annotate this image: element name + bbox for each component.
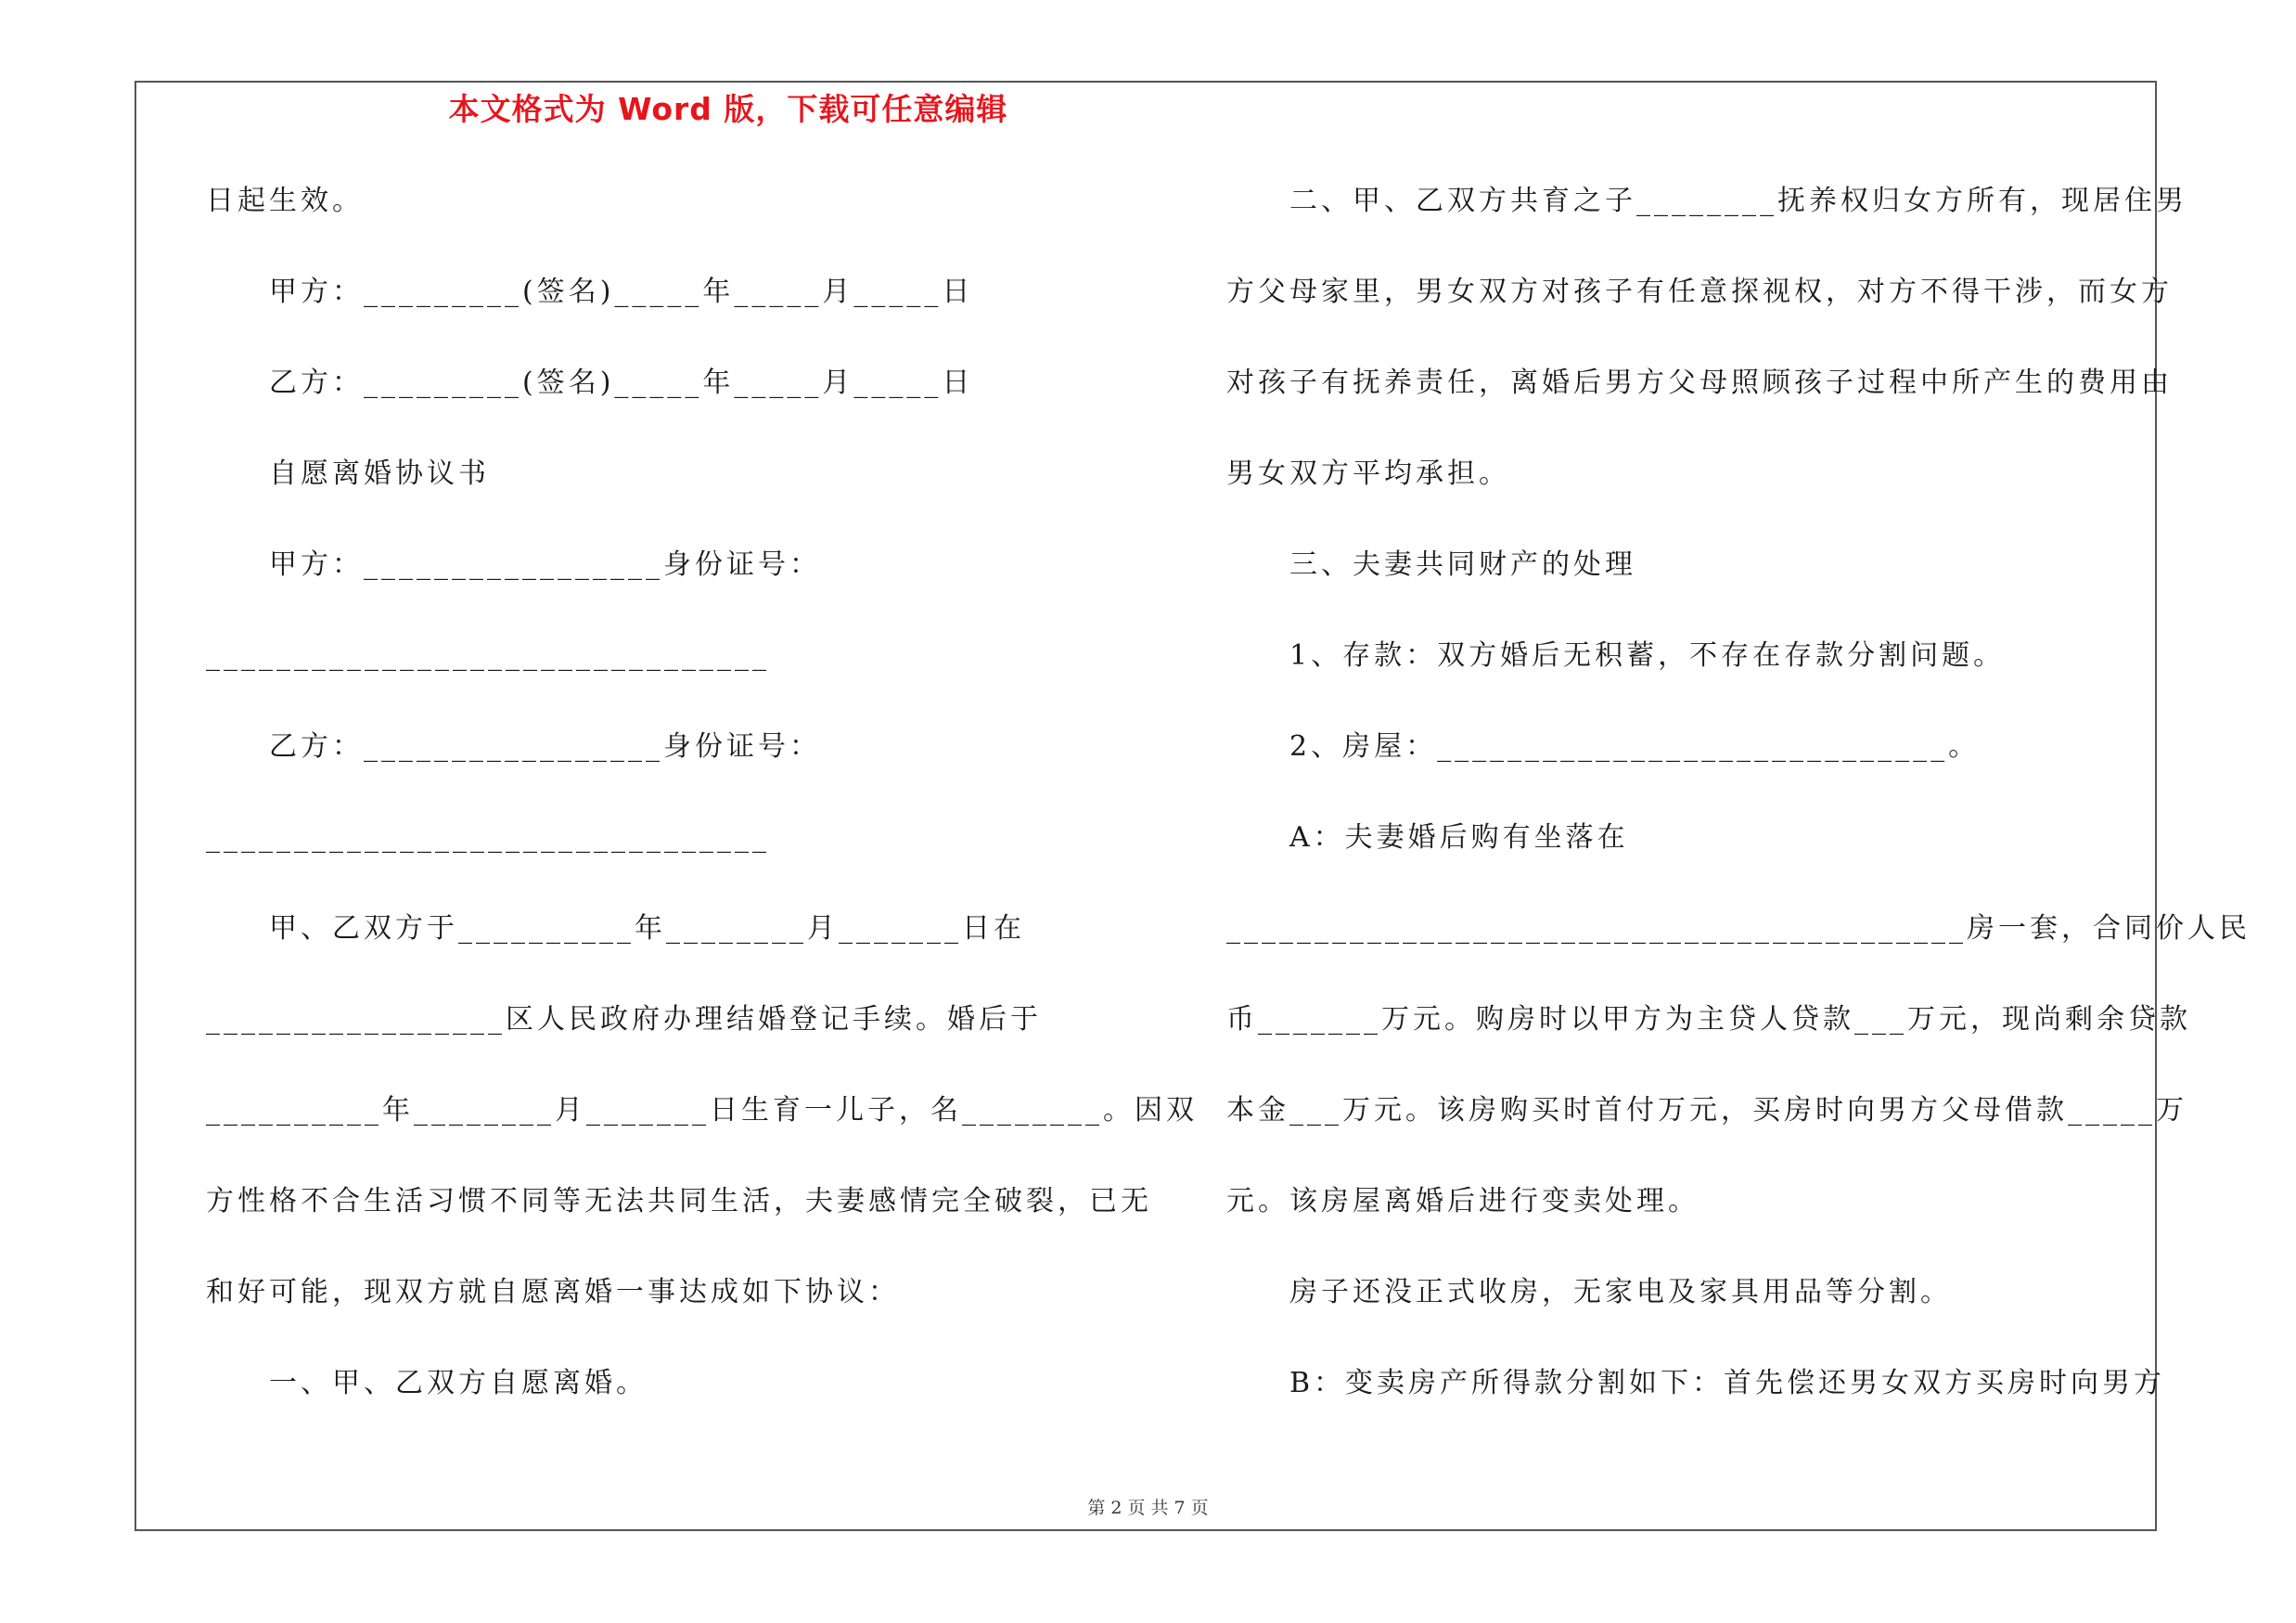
house-a-line-5: 元。该房屋离婚后进行变卖处理。: [1226, 1185, 1700, 1217]
clause-two-line-3: 对孩子有抚养责任，离婚后男方父母照顾孩子过程中所产生的费用由: [1226, 367, 2173, 399]
house-a-line-4: 本金___万元。该房购买时首付万元，买房时向男方父母借款_____万: [1226, 1094, 2187, 1127]
page-number-footer: [0, 1494, 2296, 1519]
party-a-id-line: 甲方：_________________身份证号：: [269, 548, 821, 581]
marriage-registration-line: _________________区人民政府办理结婚登记手续。婚后于: [206, 1003, 1042, 1036]
footer-prefix: 第: [1087, 1498, 1106, 1518]
child-birth-line: __________年________月_______日生育一儿子，名________。因双: [206, 1094, 1198, 1127]
house-a-line-1: A：夫妻婚后购有坐落在: [1289, 821, 1629, 854]
footer-suffix: 页: [1190, 1498, 1209, 1518]
house-a-line-2: __________________________________________房一套，合同价人民: [1226, 912, 2251, 945]
footer-middle: 页 共: [1127, 1498, 1169, 1518]
reason-line-2: 和好可能，现双方就自愿离婚一事达成如下协议：: [206, 1276, 900, 1308]
clause-two-line-1: 二、甲、乙双方共育之子________抚养权归女方所有，现居住男: [1289, 185, 2187, 217]
appliance-note: 房子还没正式收房，无家电及家具用品等分割。: [1289, 1276, 1952, 1308]
party-a-signature-line: 甲方：_________(签名)_____年_____月_____日: [269, 276, 974, 308]
house-a-line-3: 币_______万元。购房时以甲方为主贷人贷款___万元，现尚剩余贷款: [1226, 1003, 2191, 1036]
footer-current-page: 2: [1110, 1498, 1122, 1518]
text-line-effective: 日起生效。: [206, 185, 364, 217]
clause-one: 一、甲、乙双方自愿离婚。: [269, 1367, 648, 1399]
house-item: 2、房屋：_____________________________。: [1289, 730, 1981, 763]
marriage-date-line: 甲、乙双方于__________年________月_______日在: [269, 912, 1025, 945]
format-notice-banner: 本文格式为 Word 版，下载可任意编辑: [448, 91, 1008, 127]
clause-two-line-4: 男女双方平均承担。: [1226, 457, 1510, 490]
party-b-signature-line: 乙方：_________(签名)_____年_____月_____日: [269, 367, 974, 399]
clause-three-heading: 三、夫妻共同财产的处理: [1289, 548, 1636, 581]
deposit-item: 1、存款：双方婚后无积蓄，不存在存款分割问题。: [1289, 639, 2006, 672]
footer-total-pages: 7: [1174, 1498, 1186, 1518]
party-a-id-blank: ________________________________: [206, 639, 770, 672]
house-b-line-1: B：变卖房产所得款分割如下：首先偿还男女双方买房时向男方: [1289, 1367, 2166, 1399]
party-b-id-line: 乙方：_________________身份证号：: [269, 730, 821, 763]
reason-line-1: 方性格不合生活习惯不同等无法共同生活，夫妻感情完全破裂，已无: [206, 1185, 1152, 1217]
agreement-title: 自愿离婚协议书: [269, 457, 490, 490]
clause-two-line-2: 方父母家里，男女双方对孩子有任意探视权，对方不得干涉，而女方: [1226, 276, 2173, 308]
party-b-id-blank: ________________________________: [206, 821, 770, 854]
